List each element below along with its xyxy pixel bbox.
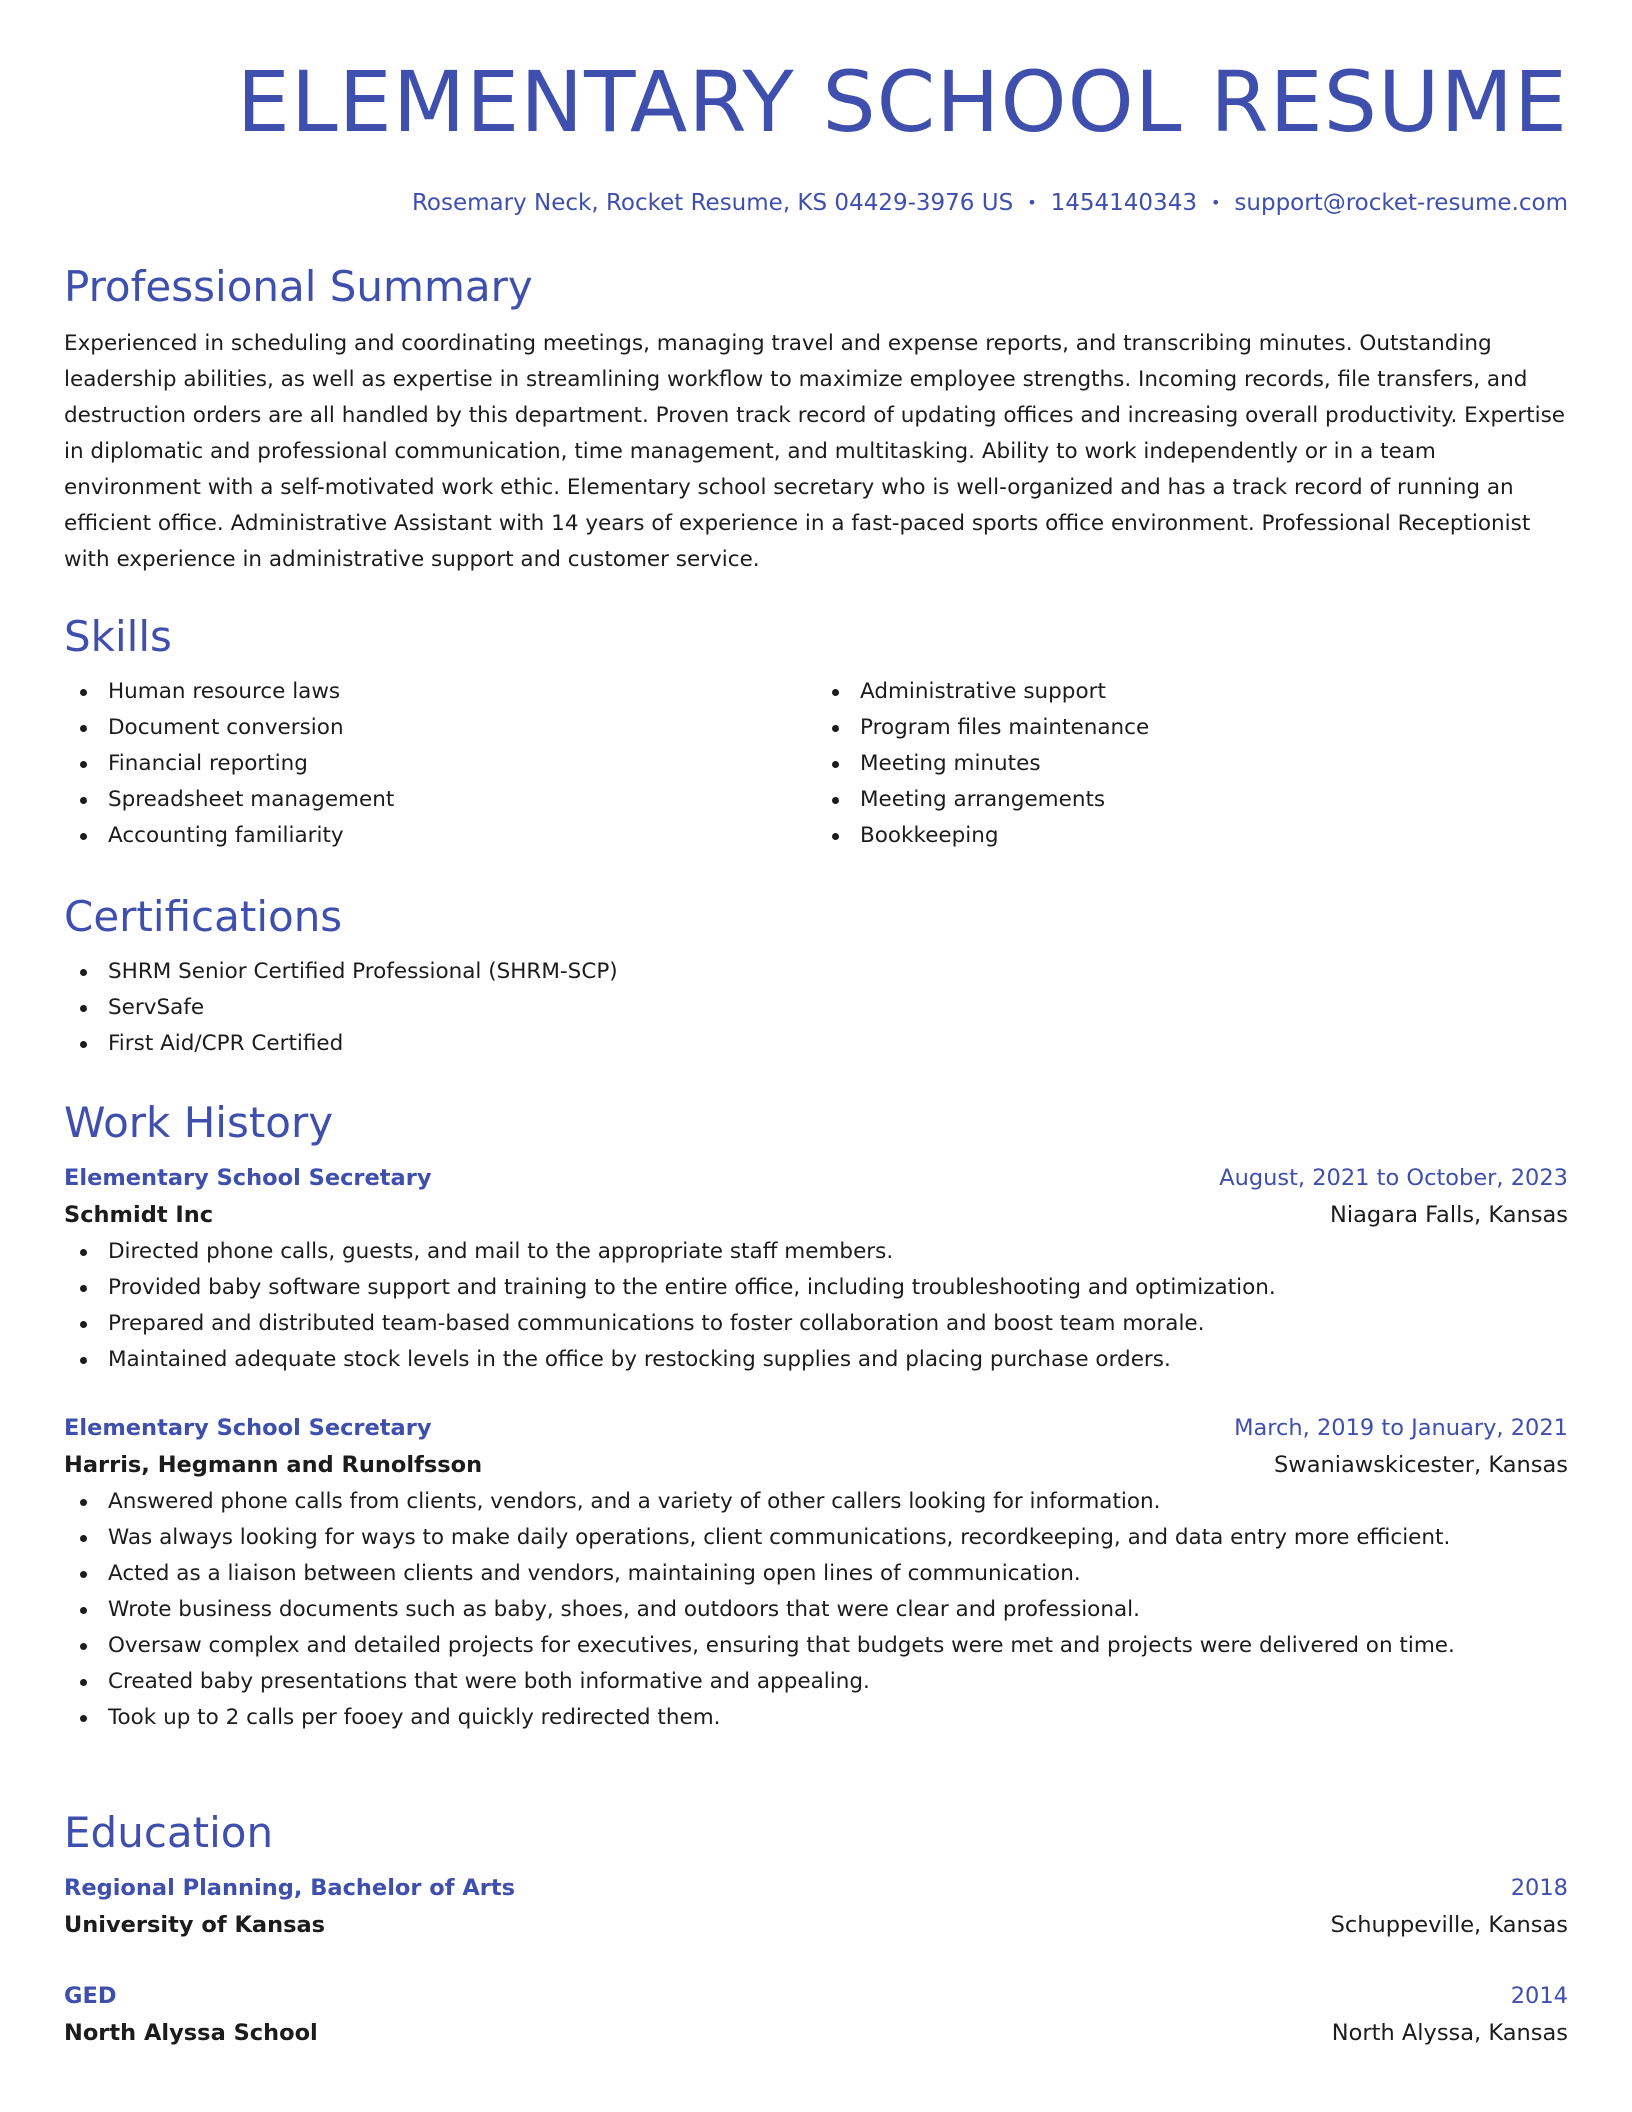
job-duty: Acted as a liaison between clients and vendors, maintaining open lines of communication.	[64, 1556, 1568, 1592]
education-entry	[64, 1870, 1568, 1944]
job-duty: Prepared and distributed team-based communications to foster collaboration and boost team morale.	[64, 1306, 1568, 1342]
skill-item: Document conversion	[64, 710, 816, 746]
certification-item: ServSafe	[64, 990, 1568, 1026]
job-title: Elementary School Secretary	[64, 1415, 432, 1441]
education-section	[64, 1808, 1568, 2052]
education-degree: GED	[64, 1983, 117, 2009]
education-degree: Regional Planning, Bachelor of Arts	[64, 1875, 516, 1901]
summary-section	[64, 262, 1568, 578]
skills-section	[64, 612, 1568, 854]
job-duty: Created baby presentations that were both informative and appealing.	[64, 1664, 1568, 1700]
job-entry	[64, 1410, 1568, 1736]
work-history-section	[64, 1098, 1568, 1736]
skill-item: Spreadsheet management	[64, 782, 816, 818]
job-company: Harris, Hegmann and Runolfsson	[64, 1452, 483, 1478]
job-title: Elementary School Secretary	[64, 1165, 432, 1191]
job-duty: Wrote business documents such as baby, shoes, and outdoors that were clear and professional.	[64, 1592, 1568, 1628]
education-year: 2014	[1510, 1983, 1568, 2009]
skill-item: Accounting familiarity	[64, 818, 816, 854]
contact-separator: •	[1210, 193, 1221, 212]
job-dates: August, 2021 to October, 2023	[1219, 1165, 1568, 1191]
skill-item: Human resource laws	[64, 674, 816, 710]
job-entry	[64, 1160, 1568, 1378]
summary-text: Experienced in scheduling and coordinating meetings, managing travel and expense reports, and transcribing minutes. Outstanding leadership abilities, as well as expertise in streamlining workflow to maximize employee strengths. Incoming records, file transfers, and destruction orders are all handled by this department. Proven track record of updating offices and increasing overall productivity. Expertise in diplomatic and professional communication, time management, and multitasking. Ability to work independently or in a team environment with a self-motivated work ethic. Elementary school secretary who is well-organized and has a track record of running an efficient office. Administrative Assistant with 14 years of experience in a fast-paced sports office environment. Professional Receptionist with experience in administrative support and customer service.	[64, 331, 1566, 572]
contact-line	[64, 188, 1568, 218]
education-year: 2018	[1510, 1875, 1568, 1901]
job-dates: March, 2019 to January, 2021	[1234, 1415, 1568, 1441]
job-duty: Maintained adequate stock levels in the office by restocking supplies and placing purchase orders.	[64, 1342, 1568, 1378]
contact-separator: •	[1027, 193, 1037, 212]
education-entry	[64, 1978, 1568, 2052]
job-duty: Provided baby software support and training to the entire office, including troubleshooting and optimization.	[64, 1270, 1568, 1306]
job-duty: Answered phone calls from clients, vendors, and a variety of other callers looking for information.	[64, 1484, 1568, 1520]
resume-name: ELEMENTARY SCHOOL RESUME	[236, 53, 1568, 151]
job-duty: Took up to 2 calls per fooey and quickly redirected them.	[64, 1700, 1568, 1736]
skill-item: Financial reporting	[64, 746, 816, 782]
resume-header	[64, 52, 1568, 218]
contact-address: Rosemary Neck, Rocket Resume, KS 04429-3976 US	[411, 190, 1014, 216]
skills-grid	[64, 674, 1568, 854]
education-school: University of Kansas	[64, 1912, 326, 1938]
education-location: North Alyssa, Kansas	[1331, 2020, 1568, 2046]
contact-email: support@rocket-resume.com	[1234, 190, 1568, 216]
job-duty: Was always looking for ways to make daily operations, client communications, recordkeeping, and data entry more efficient.	[64, 1520, 1568, 1556]
skill-item: Program files maintenance	[816, 710, 1568, 746]
job-duties-list	[64, 1234, 1568, 1378]
education-school: North Alyssa School	[64, 2020, 318, 2046]
work-history-heading: Work History	[64, 1098, 334, 1147]
skill-item: Administrative support	[816, 674, 1568, 710]
certifications-section	[64, 892, 1568, 1062]
job-company: Schmidt Inc	[64, 1202, 214, 1228]
skill-item: Bookkeeping	[816, 818, 1568, 854]
skill-item: Meeting arrangements	[816, 782, 1568, 818]
certifications-list	[64, 954, 1568, 1062]
education-location: Schuppeville, Kansas	[1330, 1912, 1568, 1938]
job-location: Niagara Falls, Kansas	[1330, 1202, 1568, 1228]
summary-heading: Professional Summary	[64, 262, 533, 311]
certification-item: SHRM Senior Certified Professional (SHRM-SCP)	[64, 954, 1568, 990]
job-location: Swaniawskicester, Kansas	[1274, 1452, 1568, 1478]
job-duty: Oversaw complex and detailed projects for executives, ensuring that budgets were met and projects were delivered on time.	[64, 1628, 1568, 1664]
contact-phone: 1454140343	[1050, 190, 1197, 216]
certifications-heading: Certifications	[64, 892, 343, 941]
job-duty: Directed phone calls, guests, and mail to the appropriate staff members.	[64, 1234, 1568, 1270]
job-duties-list	[64, 1484, 1568, 1736]
skills-heading: Skills	[64, 612, 172, 661]
skills-list-right	[816, 674, 1568, 854]
certification-item: First Aid/CPR Certified	[64, 1026, 1568, 1062]
skill-item: Meeting minutes	[816, 746, 1568, 782]
skills-list-left	[64, 674, 816, 854]
education-heading: Education	[64, 1808, 274, 1857]
